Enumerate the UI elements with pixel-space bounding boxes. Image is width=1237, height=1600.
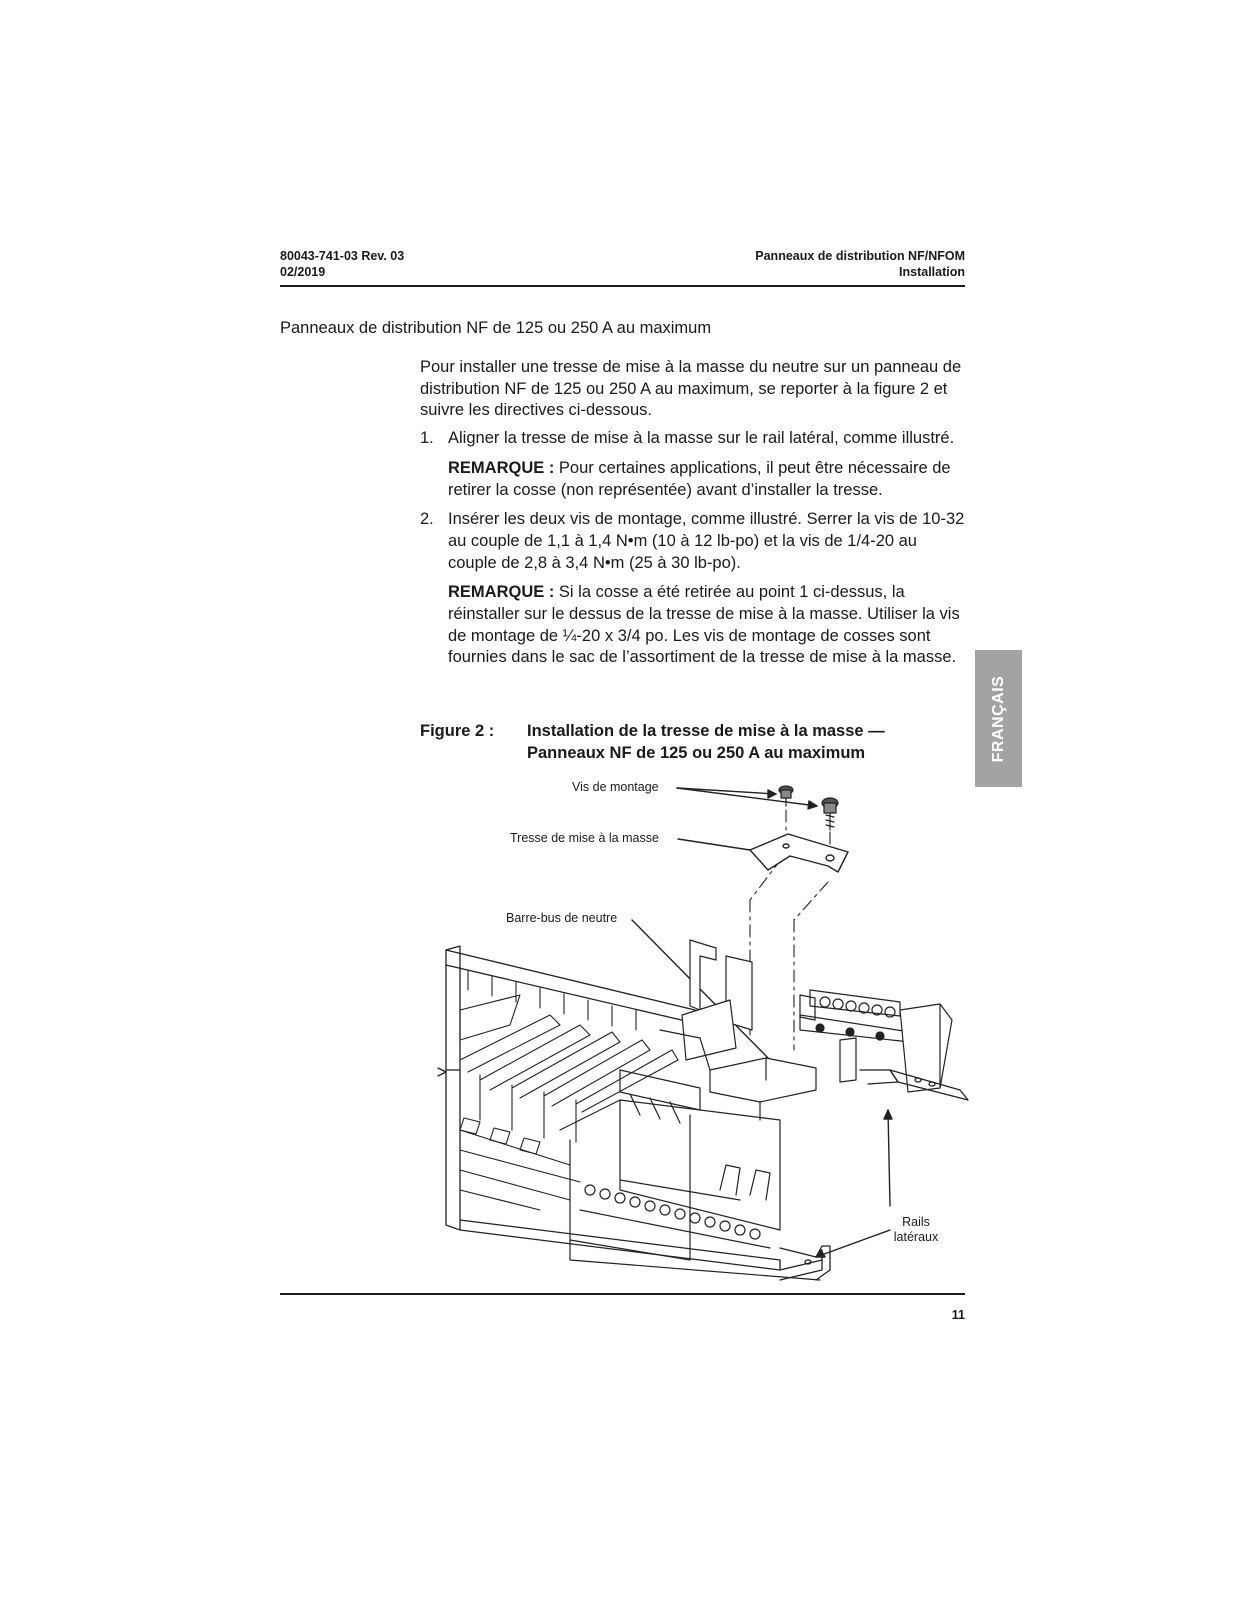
page-number: 11 <box>951 1308 965 1322</box>
step-note <box>448 582 965 669</box>
callout-side-rails-line1: Rails <box>902 1215 930 1229</box>
note-text: Si la cosse a été retirée au point 1 ci-dessus, la réinstaller sur le dessus de la tresse de mise à la masse. Utiliser la vis de montage de ¼-20 x 3/4 po. Les vis de montage de cosses sont fournies dans le sac de l’assortiment de la tresse de mise à la masse. <box>448 583 960 667</box>
callout-grounding-strap: Tresse de mise à la masse <box>510 831 659 845</box>
doc-date: 02/2019 <box>280 265 326 279</box>
language-tab <box>975 650 1022 787</box>
step-text: Aligner la tresse de mise à la masse sur le rail latéral, comme illustré. <box>448 429 955 448</box>
note-label: REMARQUE : <box>448 458 555 477</box>
step-item <box>420 509 965 669</box>
step-number: 2. <box>420 510 434 529</box>
grounding-strap <box>750 834 848 872</box>
neutral-bus <box>620 940 952 1123</box>
callout-side-rails-line2: latéraux <box>893 1230 939 1244</box>
breaker-slots <box>460 970 678 1210</box>
step-note <box>448 458 965 501</box>
header-divider <box>280 285 965 287</box>
doc-subtitle: Installation <box>899 265 965 279</box>
callout-neutral-bus: Barre-bus de neutre <box>506 911 618 925</box>
side-rails <box>780 1070 968 1280</box>
note-label: REMARQUE : <box>448 583 555 602</box>
header-right <box>755 248 965 280</box>
callout-side-rails <box>892 1215 940 1245</box>
installation-figure <box>420 770 980 1290</box>
panel-body <box>438 946 822 1280</box>
doc-title: Panneaux de distribution NF/NFOM <box>755 249 965 263</box>
header-left <box>280 248 404 280</box>
doc-number: 80043-741-03 Rev. 03 <box>280 249 405 263</box>
intro-paragraph: Pour installer une tresse de mise à la masse du neutre sur un panneau de distribution NF de 125 ou 250 A au maximum, se reporter à la figure 2 et suivre les directives ci-dessous. <box>420 358 962 420</box>
instruction-steps <box>420 428 965 669</box>
language-tab-label: FRANÇAIS <box>989 675 1007 762</box>
callout-mounting-screws: Vis de montage <box>572 780 659 794</box>
body-text <box>420 357 965 677</box>
panel-illustration <box>420 770 980 1290</box>
figure-label: Figure 2 : <box>420 722 495 740</box>
base-tray <box>560 1100 820 1280</box>
step-number: 1. <box>420 429 434 448</box>
step-text: Insérer les deux vis de montage, comme illustré. Serrer la vis de 10-32 au couple de 1,1 à 1,4 N•m (10 à 12 lb-po) et la vis de 1/4-20 au couple de 2,8 à 3,4 N•m (25 à 30 lb-po). <box>448 510 965 572</box>
figure-title: Installation de la tresse de mise à la masse — Panneaux NF de 125 ou 250 A au maximum <box>527 722 885 762</box>
note-text: Pour certaines applications, il peut être nécessaire de retirer la cosse (non représentée) avant d’installer la tresse. <box>448 458 951 499</box>
step-item <box>420 428 965 501</box>
footer-divider <box>280 1293 965 1295</box>
section-title: Panneaux de distribution NF de 125 ou 250 A au maximum <box>280 319 712 337</box>
